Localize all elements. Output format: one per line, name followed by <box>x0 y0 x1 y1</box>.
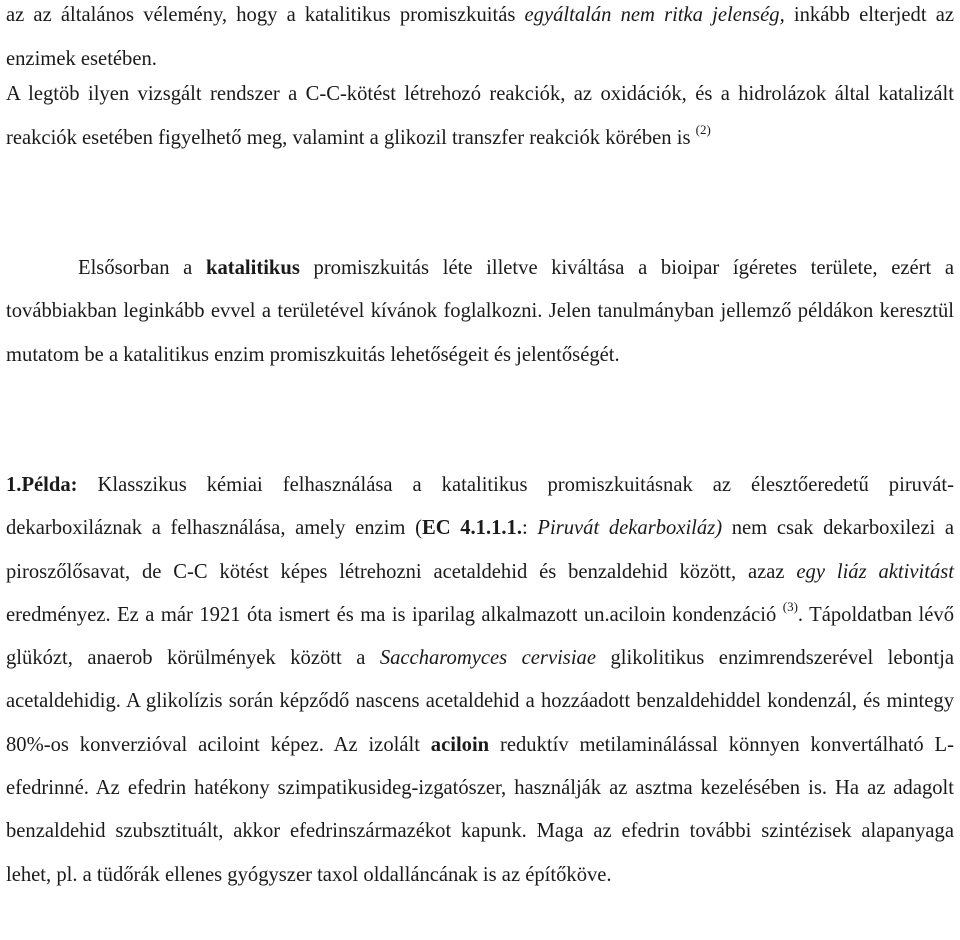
paragraph-4-text-5: . Tápoldatban lévő glükózt, anaerob körülmények között a <box>6 603 955 670</box>
paragraph-4-text-1: Klasszikus kémiai felhasználása a katalitikus promiszkuitásnak az élesztőeredetű piruvát-dekarboxiláznak a felhasználása, amely enzim ( <box>6 474 954 540</box>
example-label: 1.Példa: <box>6 474 78 496</box>
paragraph-1-text-1: az az általános vélemény, hogy a katalitikus promiszkuitás <box>6 4 525 26</box>
species-name: Saccharomyces cervisiae <box>379 647 596 670</box>
paragraph-3-text-1: Elsősorban a <box>78 257 206 279</box>
reference-3: (3) <box>782 598 798 614</box>
paragraph-3 <box>6 247 954 377</box>
paragraph-4-text-7: reduktív metilaminálással könnyen konvertálható L-efedrinné. Az efedrin hatékony szimpatikusideg-izgatószer, használják az asztma kezelésében is. Ha az adagolt benzaldehid szubsztituált, akkor efedrinszármazékot kapunk. Maga az efedrin további szintézisek alapanyaga lehet, pl. a tüdőrák ellenes gyógyszer taxol oldalláncának is az építőköve. <box>6 733 954 886</box>
enzyme-name: Piruvát dekarboxiláz) <box>537 517 723 540</box>
reference-2: (2) <box>695 121 711 137</box>
paragraph-4-text-3: nem csak dekarboxilezi a piroszőlősavat, de C-C kötést képes létrehozni acetaldehid és benzaldehid között, azaz <box>6 517 954 583</box>
paragraph-1 <box>6 0 954 81</box>
paragraph-3-text-2: promiszkuitás léte illetve kiváltása a bioipar ígéretes területe, ezért a továbbiakban leginkább evvel a területével kívánok foglalkozni. Jelen tanulmányban jellemző példákon keresztül mutatom be a katalitikus enzim promiszkuitás lehetőségeit és jelentőségét. <box>6 257 954 366</box>
paragraph-1-text-2: inkább elterjedt az enzimek esetében. <box>6 4 954 70</box>
ec-number: EC 4.1.1.1. <box>421 517 523 540</box>
aciloin-term: aciloin <box>430 733 490 756</box>
paragraph-4 <box>6 464 954 897</box>
paragraph-2-text-1: A legtöb ilyen vizsgált rendszer a C-C-kötést létrehozó reakciók, az oxidációk, és a hidrolázok által katalizált reakciók esetében figyelhető meg, valamint a glikozil transzfer reakciók körében is <box>6 83 954 149</box>
paragraph-1-italic-1: egyáltalán nem ritka jelenség, <box>524 4 785 26</box>
lyase-activity: egy liáz aktivitást <box>796 560 954 583</box>
paragraph-4-text-2: : <box>522 517 538 540</box>
paragraph-4-text-4: eredményez. Ez a már 1921 óta ismert és ma is iparilag alkalmazott un.aciloin kondenzáció <box>6 603 783 626</box>
paragraph-4-text-6: glikolitikus enzimrendszerével lebontja acetaldehidig. A glikolízis során képződő nascens acetaldehid a hozzáadott benzaldehiddel kondenzál, és mintegy 80%-os konverzióval aciloint képez. Az izolált <box>6 647 954 756</box>
paragraph-3-bold-1: katalitikus <box>206 257 300 279</box>
paragraph-2 <box>6 73 954 160</box>
